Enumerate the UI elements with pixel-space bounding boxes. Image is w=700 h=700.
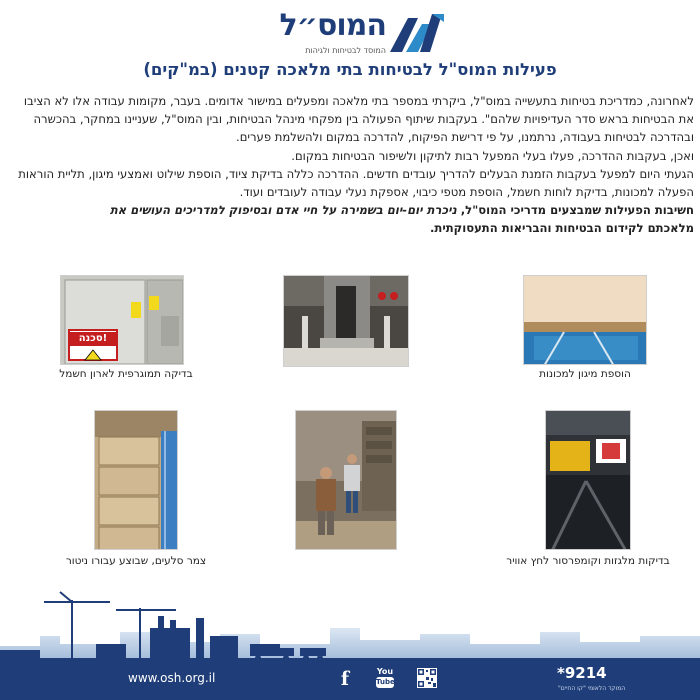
caption-rock-wool: צמר סלעים, שבוצע עבורו ניטור: [65, 555, 207, 567]
youtube-icon[interactable]: [374, 667, 396, 691]
logo-mark-icon: [388, 10, 444, 54]
caption-electrical-cabinet: בדיקה תמוגרפית לארון חשמל: [59, 368, 193, 380]
facebook-icon[interactable]: f: [340, 668, 350, 690]
footer-bar: [0, 660, 700, 700]
conclusion-bold-italic: ניכרת יום-יום בשמירה על חיי אדם ובסיפוק למדריכים העושים את: [109, 203, 461, 218]
photo-machine: [283, 275, 409, 367]
hotline-caption: המוקד הלאומי "קו החיים": [558, 685, 626, 692]
workers-image: [296, 411, 397, 550]
youtube-box-label: Tube: [376, 678, 395, 686]
photo-workers: [295, 410, 397, 550]
machine-guard-image: [524, 276, 647, 365]
site-url-link[interactable]: www.osh.org.il: [128, 671, 216, 685]
paragraph-visit: הגעתי היום למפעל בעקבות הזמנת הבעלים להדריך עובדים חדשים. ההדרכה כללה בדיקת ציוד, הוספת שילוט ואמצעי מיגון, תליית הוראות הפעלה למכונות, בדיקת לוחות חשמל, הוספת מטפי כיבוי, אספקת נעלי עבודה לעובדים ועוד.: [18, 166, 694, 200]
page-title: פעילות המוס"ל לבטיחות בתי מלאכה קטנים (במ"קים): [143, 60, 557, 79]
photo-electrical-cabinet: [60, 275, 184, 365]
conclusion-bold: חשיבות הפעילות שמבצעים מדריכי המוס"ל,: [460, 203, 694, 218]
photo-compressor: [545, 410, 631, 550]
danger-sign-label: סכנה!: [70, 332, 116, 346]
photo-rock-wool-pallets: [94, 410, 178, 550]
hotline-number[interactable]: *9214: [557, 664, 607, 682]
header: [0, 6, 700, 58]
caption-compressor: בדיקות מלגזות וקומפרסור לחץ אוויר: [506, 555, 670, 567]
industrial-skyline-illustration: [0, 588, 700, 662]
caption-machine-guard: הוספת מיגון למכונות: [539, 368, 631, 380]
conclusion-tail: מלאכתם לקידום הבטיחות והבריאות התעסוקתית.: [430, 221, 694, 236]
photo-machine-guard: [523, 275, 647, 365]
paragraph-conclusion: [8, 201, 694, 219]
qr-code-icon[interactable]: [417, 668, 437, 688]
rock-wool-image: [95, 411, 178, 550]
logo-name: המוס״ל: [279, 8, 386, 43]
article-body: [8, 92, 694, 238]
youtube-label: You: [376, 667, 394, 676]
compressor-image: [546, 411, 631, 550]
machine-image: [284, 276, 409, 367]
paragraph-intro: לאחרונה, כמדריכת בטיחות בתעשייה במוס"ל, ביקרתי במספר בתי מלאכה ומפעלים במישור אדומים. בעבר, מקומות עבודה אלו לא הציבו את הבטיחות בראש סדר העדיפויות שלהם". בעקבות שיתוף הפעולה בין מפקחי מינהל הבטיחות, ובין המוס"ל, שעניינו במחקר, בהכשרה ובהדרכה לבטיחות בעבודה, נרתמנו, על פי דרישת הפיקוח, להדרכה במקום ולהשלמת פערים.: [23, 94, 694, 145]
electrical-cabinet-image: [61, 276, 184, 365]
paragraph-followup: ואכן, בעקבות ההדרכה, פעלו בעלי המפעל רבות לתיקון ולשיפור הבטיחות במקום.: [291, 148, 694, 163]
logo-tagline: המוסד לבטיחות ולגיהות: [305, 46, 386, 55]
